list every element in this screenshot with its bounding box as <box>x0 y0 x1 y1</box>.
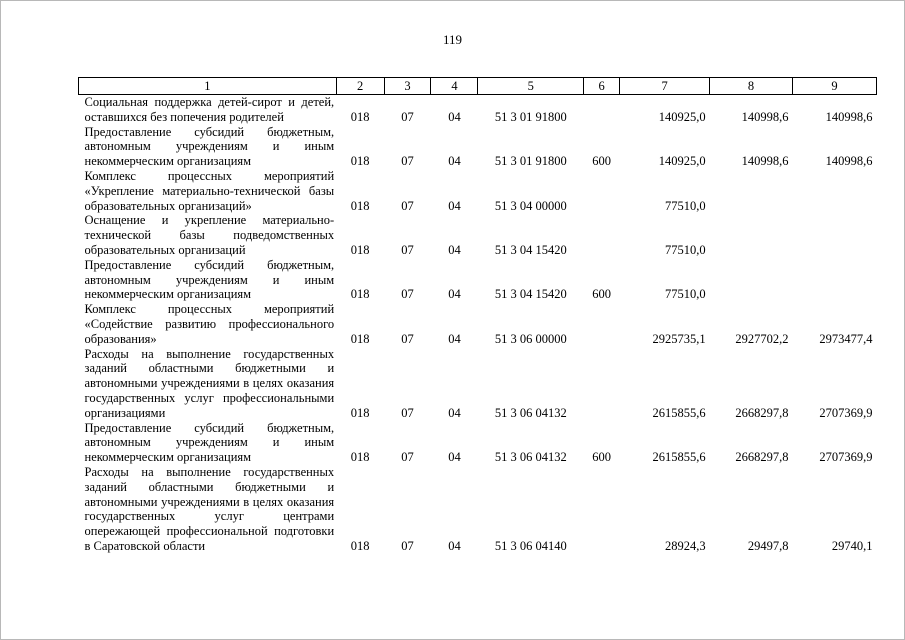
table-row <box>79 169 877 213</box>
subsection-code: 04 <box>448 331 461 346</box>
row-name: Оснащение и укрепление материально-технической базы подведомственных образовательных организаций <box>84 213 335 257</box>
amount-col7: 28924,3 <box>664 538 706 553</box>
subsection-code: 04 <box>448 154 461 169</box>
target-article-code: 51 3 04 15420 <box>494 287 567 302</box>
expense-type-code <box>584 465 620 554</box>
column-header: 4 <box>431 78 478 95</box>
amount-col8: 29497,8 <box>747 538 789 553</box>
target-article-code: 51 3 04 15420 <box>494 242 567 257</box>
subsection-code: 04 <box>448 287 461 302</box>
ministry-code: 018 <box>350 242 370 257</box>
row-name: Комплекс процессных мероприятий «Содействие развитию профессионального образования» <box>84 302 335 346</box>
section-code: 07 <box>401 154 414 169</box>
ministry-code: 018 <box>350 109 370 124</box>
amount-col8: 140998,6 <box>741 109 789 124</box>
target-article-code: 51 3 06 04132 <box>494 405 567 420</box>
table-header-row <box>79 78 877 95</box>
amount-col9: 2973477,4 <box>819 331 873 346</box>
section-code: 07 <box>401 287 414 302</box>
table-row <box>79 302 877 346</box>
table-row <box>79 465 877 554</box>
ministry-code: 018 <box>350 450 370 465</box>
budget-table <box>78 77 877 554</box>
amount-col8: 140998,6 <box>741 154 789 169</box>
amount-col7: 140925,0 <box>658 154 706 169</box>
subsection-code: 04 <box>448 405 461 420</box>
table-row <box>79 421 877 465</box>
row-name: Расходы на выполнение государственных заданий областными бюджетными и автономными учреждениями в целях оказания государственных услуг профессиональными организациями <box>84 346 335 420</box>
column-header: 5 <box>478 78 584 95</box>
amount-col7: 77510,0 <box>664 287 706 302</box>
amount-col7: 2615855,6 <box>652 450 706 465</box>
subsection-code: 04 <box>448 242 461 257</box>
amount-col7: 77510,0 <box>664 242 706 257</box>
expense-type-code <box>584 302 620 346</box>
amount-col8: 2668297,8 <box>735 405 789 420</box>
table-row <box>79 347 877 421</box>
row-name: Социальная поддержка детей-сирот и детей, оставшихся без попечения родителей <box>84 95 335 124</box>
expense-type-code: 600 <box>592 450 612 465</box>
amount-col9: 140998,6 <box>825 154 873 169</box>
amount-col9 <box>793 258 877 302</box>
column-header: 7 <box>620 78 710 95</box>
expense-type-code <box>584 213 620 257</box>
row-name: Предоставление субсидий бюджетным, автономным учреждениям и иным некоммерческим организациям <box>84 257 335 302</box>
column-header: 8 <box>710 78 793 95</box>
column-header: 2 <box>336 78 384 95</box>
ministry-code: 018 <box>350 287 370 302</box>
column-header: 1 <box>79 78 337 95</box>
amount-col9: 2707369,9 <box>819 450 873 465</box>
amount-col8 <box>710 258 793 302</box>
subsection-code: 04 <box>448 109 461 124</box>
amount-col9: 29740,1 <box>831 538 873 553</box>
expense-type-code <box>584 347 620 421</box>
amount-col7: 77510,0 <box>664 198 706 213</box>
amount-col7: 140925,0 <box>658 109 706 124</box>
subsection-code: 04 <box>448 198 461 213</box>
target-article-code: 51 3 06 04140 <box>494 538 567 553</box>
row-name: Расходы на выполнение государственных заданий областными бюджетными и автономными учреждениями в целях оказания государственных услуг центрами опережающей профессиональной подготовки в Саратовской области <box>84 464 335 553</box>
target-article-code: 51 3 01 91800 <box>494 109 567 124</box>
target-article-code: 51 3 04 00000 <box>494 198 567 213</box>
amount-col8 <box>710 169 793 213</box>
table-row <box>79 95 877 125</box>
section-code: 07 <box>401 538 414 553</box>
column-header: 6 <box>584 78 620 95</box>
expense-type-code: 600 <box>592 154 612 169</box>
table-row <box>79 258 877 302</box>
row-name: Комплекс процессных мероприятий «Укрепление материально-технической базы образовательных организаций» <box>84 168 335 213</box>
section-code: 07 <box>401 242 414 257</box>
expense-type-code: 600 <box>592 287 612 302</box>
amount-col7: 2925735,1 <box>652 331 706 346</box>
subsection-code: 04 <box>448 538 461 553</box>
table-row <box>79 213 877 257</box>
section-code: 07 <box>401 109 414 124</box>
amount-col9: 2707369,9 <box>819 405 873 420</box>
amount-col8 <box>710 213 793 257</box>
row-name: Предоставление субсидий бюджетным, автономным учреждениям и иным некоммерческим организациям <box>84 124 335 169</box>
column-header: 9 <box>793 78 877 95</box>
target-article-code: 51 3 06 00000 <box>494 331 567 346</box>
section-code: 07 <box>401 450 414 465</box>
amount-col9 <box>793 213 877 257</box>
amount-col9: 140998,6 <box>825 109 873 124</box>
section-code: 07 <box>401 331 414 346</box>
page-number: 119 <box>442 32 463 47</box>
row-name: Предоставление субсидий бюджетным, автономным учреждениям и иным некоммерческим организациям <box>84 420 335 465</box>
amount-col8: 2668297,8 <box>735 450 789 465</box>
ministry-code: 018 <box>350 331 370 346</box>
section-code: 07 <box>401 405 414 420</box>
subsection-code: 04 <box>448 450 461 465</box>
expense-type-code <box>584 95 620 125</box>
column-header: 3 <box>384 78 431 95</box>
amount-col9 <box>793 169 877 213</box>
amount-col8: 2927702,2 <box>735 331 789 346</box>
ministry-code: 018 <box>350 538 370 553</box>
ministry-code: 018 <box>350 405 370 420</box>
expense-type-code <box>584 169 620 213</box>
amount-col7: 2615855,6 <box>652 405 706 420</box>
table-row <box>79 125 877 169</box>
target-article-code: 51 3 01 91800 <box>494 154 567 169</box>
ministry-code: 018 <box>350 154 370 169</box>
section-code: 07 <box>401 198 414 213</box>
target-article-code: 51 3 06 04132 <box>494 450 567 465</box>
ministry-code: 018 <box>350 198 370 213</box>
